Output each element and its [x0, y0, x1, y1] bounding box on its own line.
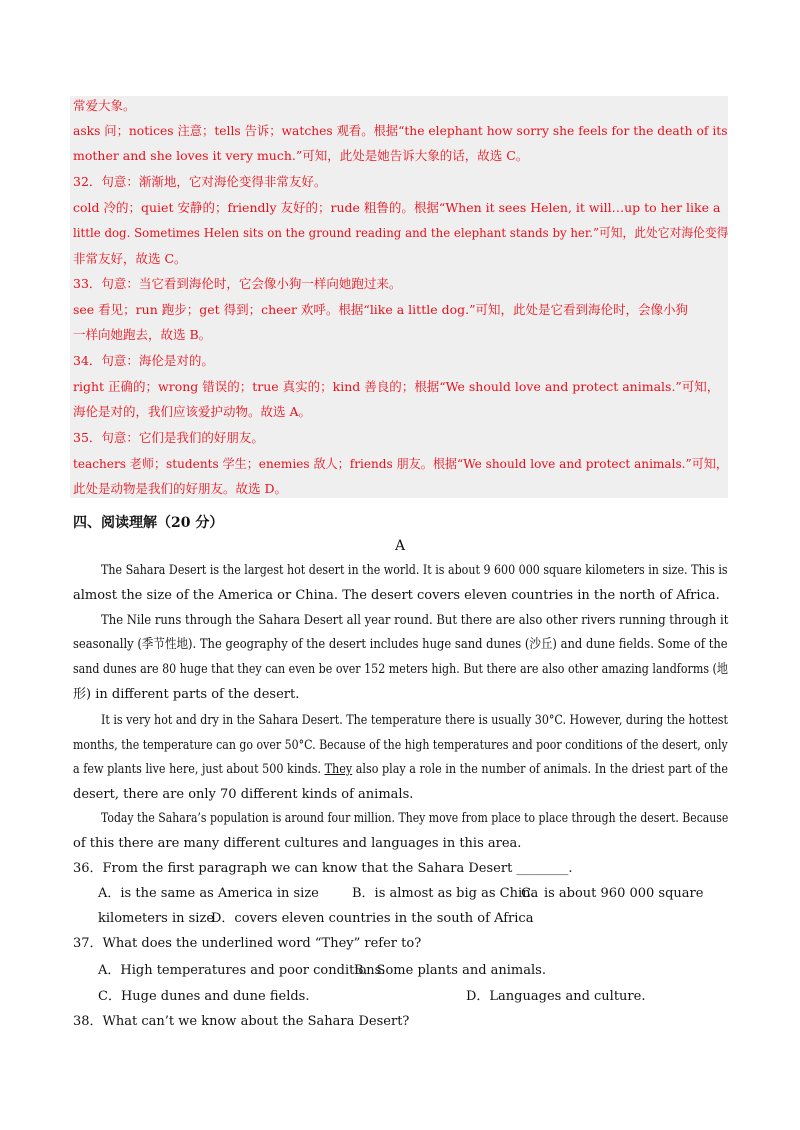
answer-line: 33．句意：当它看到海伦时，它会像小狗一样向她跑过来。 [73, 276, 402, 291]
answer-line: 34．句意：海伦是对的。 [73, 353, 214, 368]
option-37-d: D．Languages and culture. [466, 989, 646, 1004]
underlined-word: They [324, 762, 353, 777]
passage-line: The Sahara Desert is the largest hot desert in the world. It is about 9 600 000 square kilometers in size. This is [101, 563, 728, 578]
section-title: 四、阅读理解（20 分） [73, 515, 224, 531]
option-37-b: B．Some plants and animals. [354, 963, 546, 978]
answer-line: teachers 老师；students 学生；enemies 敌人；friends 朋友。根据“We should love and protect animals.”可知， [73, 456, 728, 471]
answer-line: 一样向她跑去，故选 B。 [73, 327, 212, 342]
passage-line: sand dunes are 80 huge that they can even be over 152 meters high. But there are also other amazing landforms (地 [73, 662, 728, 677]
passage-line: 形) in different parts of the desert. [73, 687, 300, 702]
passage-line: desert, there are only 70 different kinds of animals. [73, 787, 414, 802]
passage-text: a few plants live here, just about 500 kinds. [73, 762, 325, 777]
answer-line: 非常友好，故选 C。 [73, 251, 187, 266]
answer-line: 海伦是对的，我们应该爱护动物。故选 A。 [73, 404, 312, 419]
passage-line: of this there are many different cultures and languages in this area. [73, 836, 522, 851]
passage-text: also play a role in the number of animals. In the driest part of the [352, 762, 729, 777]
passage-line: It is very hot and dry in the Sahara Desert. The temperature there is usually 30°C. However, during the hottest [101, 713, 728, 728]
option-36-c: C．is about 960 000 square [521, 886, 704, 901]
passage-line: Today the Sahara’s population is around four million. They move from place to place through the desert. Because [101, 811, 729, 826]
option-37-a: A．High temperatures and poor conditions. [98, 963, 386, 978]
answer-line: 常爱大象。 [73, 98, 136, 113]
answer-line: 35．句意：它们是我们的好朋友。 [73, 430, 264, 445]
question-37: 37．What does the underlined word “They” refer to? [73, 936, 422, 951]
passage-line: seasonally (季节性地). The geography of the desert includes huge sand dunes (沙丘) and dune fields. Some of the [73, 637, 728, 652]
option-36-d: D．covers eleven countries in the south of Africa [211, 911, 534, 926]
option-36-b: B．is almost as big as China [352, 886, 539, 901]
question-36: 36．From the first paragraph we can know that the Sahara Desert ________. [73, 861, 573, 876]
answer-line: cold 冷的；quiet 安静的；friendly 友好的；rude 粗鲁的。根据“When it sees Helen, it will…up to her like a [73, 200, 721, 215]
answer-line: asks 问；notices 注意；tells 告诉；watches 观看。根据“the elephant how sorry she feels for the death of its [73, 123, 728, 138]
answer-line: see 看见；run 跑步；get 得到；cheer 欢呼。根据“like a little dog.”可知，此处是它看到海伦时，会像小狗 [73, 302, 688, 317]
option-36-c-cont: kilometers in size [98, 911, 215, 926]
passage-line: months, the temperature can go over 50°C. Because of the high temperatures and poor conditions of the desert, only [73, 738, 728, 753]
answer-line: little dog. Sometimes Helen sits on the ground reading and the elephant stands by her.”可知，此处它对海伦变得 [73, 225, 729, 240]
answer-line: 此处是动物是我们的好朋友。故选 D。 [73, 481, 287, 496]
answer-line: right 正确的；wrong 错误的；true 真实的；kind 善良的；根据“We should love and protect animals.”可知， [73, 379, 720, 394]
passage-line [73, 762, 728, 778]
question-38: 38．What can’t we know about the Sahara Desert? [73, 1014, 410, 1029]
answer-line: 32．句意：渐渐地，它对海伦变得非常友好。 [73, 174, 327, 189]
option-37-c: C．Huge dunes and dune fields. [98, 989, 310, 1004]
option-36-a: A．is the same as America in size [98, 886, 319, 901]
passage-line: The Nile runs through the Sahara Desert all year round. But there are also other rivers running through it [101, 613, 729, 628]
passage-line: almost the size of the America or China. The desert covers eleven countries in the north of Africa. [73, 588, 720, 603]
passage-letter: A [394, 538, 406, 554]
answer-line: mother and she loves it very much.”可知，此处是她告诉大象的话，故选 C。 [73, 148, 529, 163]
